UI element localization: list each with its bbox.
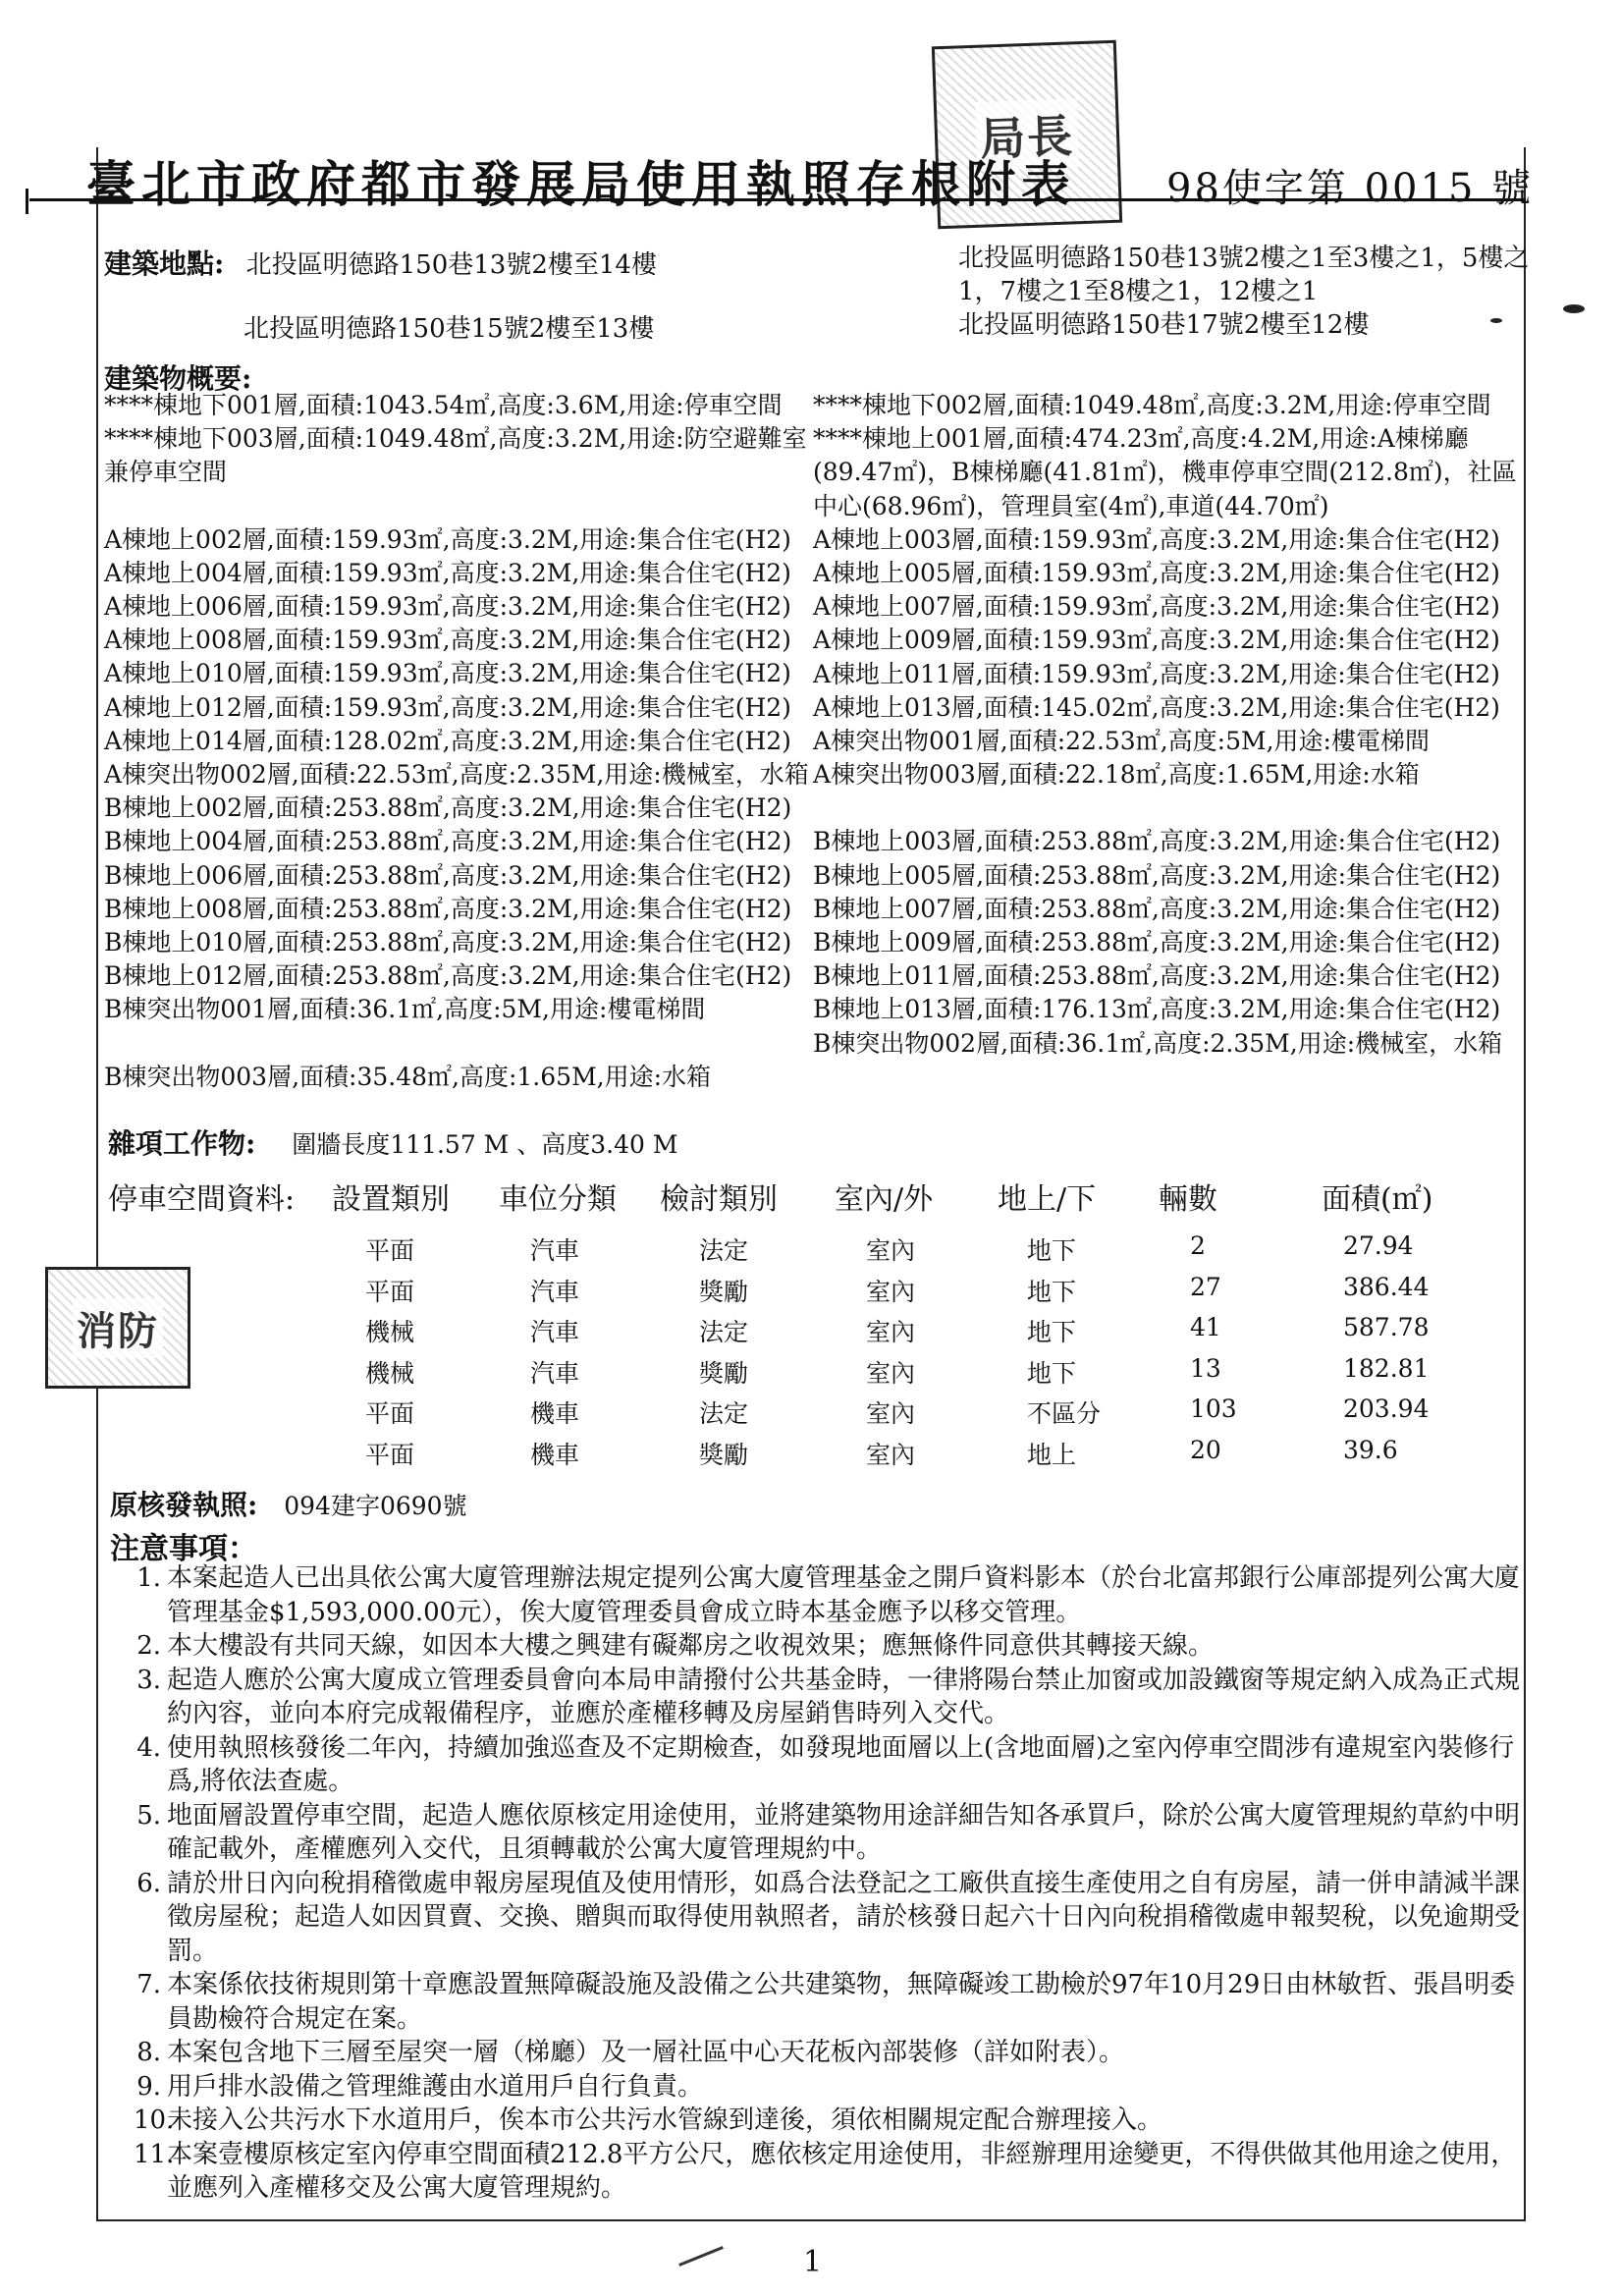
- overview-entry: B棟地上007層,面積:253.88㎡,高度:3.2M,用途:集合住宅(H2): [813, 894, 1501, 923]
- document-number: 98使字第 0015 號: [1166, 166, 1535, 211]
- parking-cell-vehicle: 汽車: [530, 1236, 580, 1265]
- overview-entry: B棟突出物003層,面積:35.48㎡,高度:1.65M,用途:水箱: [104, 1062, 712, 1091]
- overview-entry: A棟地上010層,面積:159.93㎡,高度:3.2M,用途:集合住宅(H2): [104, 659, 791, 688]
- parking-cell-level: 地下: [1027, 1318, 1077, 1346]
- overview-entry: A棟突出物003層,面積:22.18㎡,高度:1.65M,用途:水箱: [813, 760, 1420, 790]
- note-number: 6.: [136, 1868, 161, 1898]
- overview-spacer: [104, 1027, 816, 1061]
- note-item: [134, 1629, 1538, 1664]
- page-number: 1: [803, 2245, 823, 2279]
- note-number: 2.: [136, 1631, 161, 1661]
- parking-cell-count: 20: [1190, 1435, 1221, 1464]
- overview-entry: A棟地上008層,面積:159.93㎡,高度:3.2M,用途:集合住宅(H2): [104, 626, 791, 655]
- overview-entry: A棟地上012層,面積:159.93㎡,高度:3.2M,用途:集合住宅(H2): [104, 692, 791, 722]
- parking-header-level: 地上/下: [998, 1182, 1097, 1217]
- note-number: 3.: [136, 1665, 161, 1695]
- location-address-1: 北投區明德路150巷13號2樓至14樓: [245, 250, 657, 280]
- parking-cell-setup: 平面: [365, 1277, 415, 1306]
- overview-entry: A棟地上013層,面積:145.02㎡,高度:3.2M,用途:集合住宅(H2): [813, 692, 1500, 722]
- overview-entry: B棟地上005層,面積:253.88㎡,高度:3.2M,用途:集合住宅(H2): [813, 860, 1501, 890]
- parking-cell-indoor: 室內: [866, 1440, 916, 1469]
- overview-entry: A棟地上014層,面積:128.02㎡,高度:3.2M,用途:集合住宅(H2): [104, 726, 791, 755]
- parking-header-setup: 設置類別: [332, 1182, 450, 1217]
- note-number: 9.: [136, 2071, 161, 2102]
- note-text: 本案係依技術規則第十章應設置無障礙設施及設備之公共建築物，無障礙竣工勘檢於97年10月29日由林敏哲、張昌明委員勘檢符合規定在案。: [167, 1970, 1516, 2034]
- parking-cell-vehicle: 汽車: [530, 1277, 580, 1306]
- location-address-2: 北投區明德路150巷15號2樓至13樓: [243, 314, 655, 344]
- note-item: [134, 1968, 1538, 2036]
- note-item: [134, 2138, 1538, 2206]
- overview-entry: A棟地上002層,面積:159.93㎡,高度:3.2M,用途:集合住宅(H2): [104, 524, 791, 554]
- note-text: 用戶排水設備之管理維護由水道用戶自行負責。: [167, 2071, 704, 2102]
- parking-cell-area: 386.44: [1343, 1272, 1430, 1301]
- overview-label: 建築物概要:: [104, 362, 252, 395]
- overview-entry: ****棟地下002層,面積:1049.48㎡,高度:3.2M,用途:停車空間: [813, 391, 1491, 419]
- note-text: 起造人應於公寓大廈成立管理委員會向本局申請撥付公共基金時，一律將陽台禁止加窗或加設鐵窗等規定納入成為正式規約內容，並向本府完成報備程序，並應於產權移轉及房屋銷售時列入交代。: [167, 1665, 1521, 1728]
- note-text: 地面層設置停車空間，起造人應依原核定用途使用，並將建築物用途詳細告知各承買戶，除於公寓大廈管理規約草約中明確記載外，產權應列入交代，且須轉載於公寓大廈管理規約中。: [167, 1800, 1521, 1864]
- ink-speck: [1563, 304, 1585, 313]
- note-number: 5.: [136, 1800, 161, 1831]
- parking-cell-vehicle: 汽車: [530, 1318, 580, 1346]
- overview-spacer: [104, 490, 816, 523]
- location-right-1: 北投區明德路150巷13號2樓之1至3樓之1，5樓之: [958, 244, 1530, 273]
- overview-left-column: [104, 389, 816, 1094]
- overview-entry: ****棟地下001層,面積:1043.54㎡,高度:3.6M,用途:停車空間: [104, 391, 783, 419]
- overview-entry: B棟地上004層,面積:253.88㎡,高度:3.2M,用途:集合住宅(H2): [104, 827, 792, 856]
- parking-cell-setup: 機械: [365, 1318, 415, 1346]
- overview-entry: B棟突出物002層,面積:36.1㎡,高度:2.35M,用途:機械室，水箱: [813, 1028, 1503, 1058]
- parking-header-indoor: 室內/外: [835, 1182, 934, 1217]
- note-number: 4.: [136, 1732, 161, 1763]
- note-item: [134, 2036, 1538, 2070]
- note-text: 本案起造人已出具依公寓大廈管理辦法規定提列公寓大廈管理基金之開戶資料影本（於台北富邦銀行公庫部提列公寓大廈管理基金$1,593,000.00元），俟大廈管理委員會成立時本基金應予以移交管理。: [167, 1563, 1521, 1627]
- parking-cell-setup: 平面: [365, 1440, 415, 1469]
- note-number: 1.: [136, 1563, 161, 1593]
- parking-cell-review: 獎勵: [699, 1440, 749, 1469]
- parking-header-review: 檢討類別: [660, 1182, 778, 1217]
- overview-entry: B棟地上008層,面積:253.88㎡,高度:3.2M,用途:集合住宅(H2): [104, 894, 792, 923]
- parking-cell-level: 地下: [1027, 1236, 1077, 1265]
- overview-entry: A棟地上011層,面積:159.93㎡,高度:3.2M,用途:集合住宅(H2): [813, 659, 1500, 688]
- parking-cell-review: 獎勵: [699, 1358, 749, 1388]
- official-seal-left: 消防: [45, 1267, 190, 1389]
- location-right-2: 1，7樓之1至8樓之1，12樓之1: [958, 277, 1319, 306]
- overview-entry: A棟地上007層,面積:159.93㎡,高度:3.2M,用途:集合住宅(H2): [813, 592, 1500, 622]
- overview-entry: B棟地上011層,面積:253.88㎡,高度:3.2M,用途:集合住宅(H2): [813, 961, 1501, 991]
- parking-cell-vehicle: 機車: [530, 1440, 580, 1469]
- note-text: 本案壹樓原核定室內停車空間面積212.8平方公尺，應依核定用途使用，非經辦理用途變更，不得供做其他用途之使用，並應列入產權移交及公寓大廈管理規約。: [167, 2139, 1517, 2203]
- page-frame-left: [96, 147, 98, 2219]
- note-item: [134, 1664, 1538, 1731]
- pen-mark: [678, 2246, 724, 2267]
- overview-entry: B棟地上012層,面積:253.88㎡,高度:3.2M,用途:集合住宅(H2): [104, 961, 792, 991]
- note-text: 未接入公共污水下水道用戶，俟本市公共污水管線到達後，須依相關規定配合辦理接入。: [167, 2105, 1163, 2135]
- parking-cell-indoor: 室內: [866, 1236, 916, 1265]
- note-text: 本大樓設有共同天線，如因本大樓之興建有礙鄰房之收視效果；應無條件同意供其轉接天線。: [167, 1631, 1215, 1661]
- overview-right-column: [813, 389, 1525, 1061]
- overview-entry: A棟地上003層,面積:159.93㎡,高度:3.2M,用途:集合住宅(H2): [813, 524, 1500, 554]
- official-seal-top: 局長: [932, 40, 1122, 229]
- parking-cell-indoor: 室內: [866, 1399, 916, 1428]
- overview-entry: B棟地上009層,面積:253.88㎡,高度:3.2M,用途:集合住宅(H2): [813, 928, 1501, 957]
- note-text: 使用執照核發後二年內，持續加強巡查及不定期檢查，如發現地面層以上(含地面層)之室內停車空間涉有違規室內裝修行爲,將依法查處。: [167, 1732, 1515, 1796]
- parking-cell-review: 法定: [699, 1399, 749, 1428]
- parking-cell-area: 39.6: [1343, 1435, 1398, 1464]
- original-license-value: 094建字0690號: [284, 1492, 467, 1520]
- overview-entry: B棟地上003層,面積:253.88㎡,高度:3.2M,用途:集合住宅(H2): [813, 827, 1501, 856]
- original-license-label: 原核發執照:: [110, 1489, 258, 1521]
- parking-cell-review: 法定: [699, 1236, 749, 1265]
- original-license-row: [110, 1489, 467, 1523]
- overview-entry: ****棟地下003層,面積:1049.48㎡,高度:3.2M,用途:防空避難室兼停車空間: [104, 424, 807, 487]
- note-item: [134, 1561, 1538, 1629]
- note-number: 7.: [136, 1970, 161, 1999]
- title-tick-mark: [26, 189, 36, 214]
- location-row-1: [104, 247, 657, 282]
- misc-value: 圍牆長度111.57 M 、高度3.40 M: [292, 1130, 678, 1159]
- parking-cell-review: 法定: [699, 1318, 749, 1346]
- overview-entry: B棟地上006層,面積:253.88㎡,高度:3.2M,用途:集合住宅(H2): [104, 860, 792, 890]
- overview-entry: ****棟地上001層,面積:474.23㎡,高度:4.2M,用途:A棟梯廳(89.47㎡)，B棟梯廳(41.81㎡)，機車停車空間(212.8㎡)，社區中心(68.96㎡)，管理員室(4㎡),車道(44.70㎡): [813, 424, 1517, 520]
- overview-entry: A棟地上004層,面積:159.93㎡,高度:3.2M,用途:集合住宅(H2): [104, 558, 791, 587]
- note-number: 11.: [134, 2139, 175, 2169]
- parking-header-vehicle: 車位分類: [499, 1182, 617, 1217]
- parking-cell-level: 地上: [1027, 1440, 1077, 1469]
- parking-cell-area: 587.78: [1343, 1313, 1430, 1341]
- overview-entry: B棟地上010層,面積:253.88㎡,高度:3.2M,用途:集合住宅(H2): [104, 928, 792, 957]
- parking-cell-setup: 機械: [365, 1358, 415, 1388]
- parking-cell-count: 13: [1190, 1353, 1221, 1383]
- parking-cell-vehicle: 汽車: [530, 1358, 580, 1388]
- parking-cell-review: 獎勵: [699, 1277, 749, 1306]
- overview-spacer: [813, 792, 1525, 825]
- parking-cell-area: 27.94: [1343, 1231, 1414, 1260]
- notes-list: [134, 1561, 1538, 2206]
- page-frame-bottom: [96, 2219, 1526, 2221]
- notes-label: 注意事項：: [110, 1532, 257, 1566]
- overview-entry: B棟地上013層,面積:176.13㎡,高度:3.2M,用途:集合住宅(H2): [813, 995, 1501, 1024]
- note-number: 10.: [134, 2105, 175, 2135]
- page-title: 臺北市政府都市發展局使用執照存根附表: [86, 155, 1076, 213]
- location-label: 建築地點:: [104, 247, 225, 280]
- note-text: 請於卅日內向稅捐稽徵處申報房屋現值及使用情形，如爲合法登記之工廠供直接生產使用之自有房屋，請一併申請減半課徵房屋稅；起造人如因買賣、交換、贈與而取得使用執照者，請於核發日起六十日內向稅捐稽徵處申報契稅，以免逾期受罰。: [167, 1868, 1521, 1966]
- overview-entry: A棟地上006層,面積:159.93㎡,高度:3.2M,用途:集合住宅(H2): [104, 592, 791, 622]
- overview-entry: A棟地上009層,面積:159.93㎡,高度:3.2M,用途:集合住宅(H2): [813, 626, 1500, 655]
- overview-entry: B棟突出物001層,面積:36.1㎡,高度:5M,用途:樓電梯間: [104, 995, 706, 1024]
- parking-label: 停車空間資料:: [108, 1182, 296, 1217]
- parking-cell-setup: 平面: [365, 1236, 415, 1265]
- parking-cell-count: 2: [1190, 1231, 1206, 1260]
- parking-cell-level: 地下: [1027, 1358, 1077, 1388]
- overview-entry: A棟突出物002層,面積:22.53㎡,高度:2.35M,用途:機械室，水箱: [104, 760, 809, 790]
- parking-cell-count: 27: [1190, 1272, 1221, 1301]
- parking-cell-indoor: 室內: [866, 1277, 916, 1306]
- parking-cell-indoor: 室內: [866, 1318, 916, 1346]
- note-item: [134, 1867, 1538, 1969]
- parking-header-count: 輛數: [1159, 1182, 1217, 1217]
- parking-cell-vehicle: 機車: [530, 1399, 580, 1428]
- misc-row: [108, 1127, 677, 1162]
- note-item: [134, 1731, 1538, 1799]
- parking-cell-area: 203.94: [1343, 1394, 1430, 1423]
- parking-cell-area: 182.81: [1343, 1353, 1430, 1383]
- parking-cell-level: 不區分: [1027, 1399, 1102, 1428]
- title-underline: [29, 198, 1526, 201]
- parking-cell-count: 41: [1190, 1313, 1221, 1341]
- parking-header-area: 面積(㎡): [1322, 1182, 1433, 1217]
- overview-entry: B棟地上002層,面積:253.88㎡,高度:3.2M,用途:集合住宅(H2): [104, 793, 792, 823]
- parking-cell-count: 103: [1190, 1394, 1237, 1423]
- note-number: 8.: [136, 2038, 161, 2067]
- note-text: 本案包含地下三層至屋突一層（梯廳）及一層社區中心天花板內部裝修（詳如附表）。: [167, 2038, 1125, 2067]
- misc-label: 雜項工作物:: [108, 1127, 256, 1160]
- overview-entry: A棟突出物001層,面積:22.53㎡,高度:5M,用途:樓電梯間: [813, 727, 1430, 756]
- note-item: [134, 2070, 1538, 2105]
- ink-speck: [1490, 318, 1502, 323]
- parking-cell-setup: 平面: [365, 1399, 415, 1428]
- parking-cell-indoor: 室內: [866, 1358, 916, 1388]
- note-item: [134, 1799, 1538, 1867]
- overview-entry: A棟地上005層,面積:159.93㎡,高度:3.2M,用途:集合住宅(H2): [813, 559, 1500, 588]
- note-item: [134, 2104, 1538, 2138]
- location-right-3: 北投區明德路150巷17號2樓至12樓: [958, 310, 1370, 340]
- parking-cell-level: 地下: [1027, 1277, 1077, 1306]
